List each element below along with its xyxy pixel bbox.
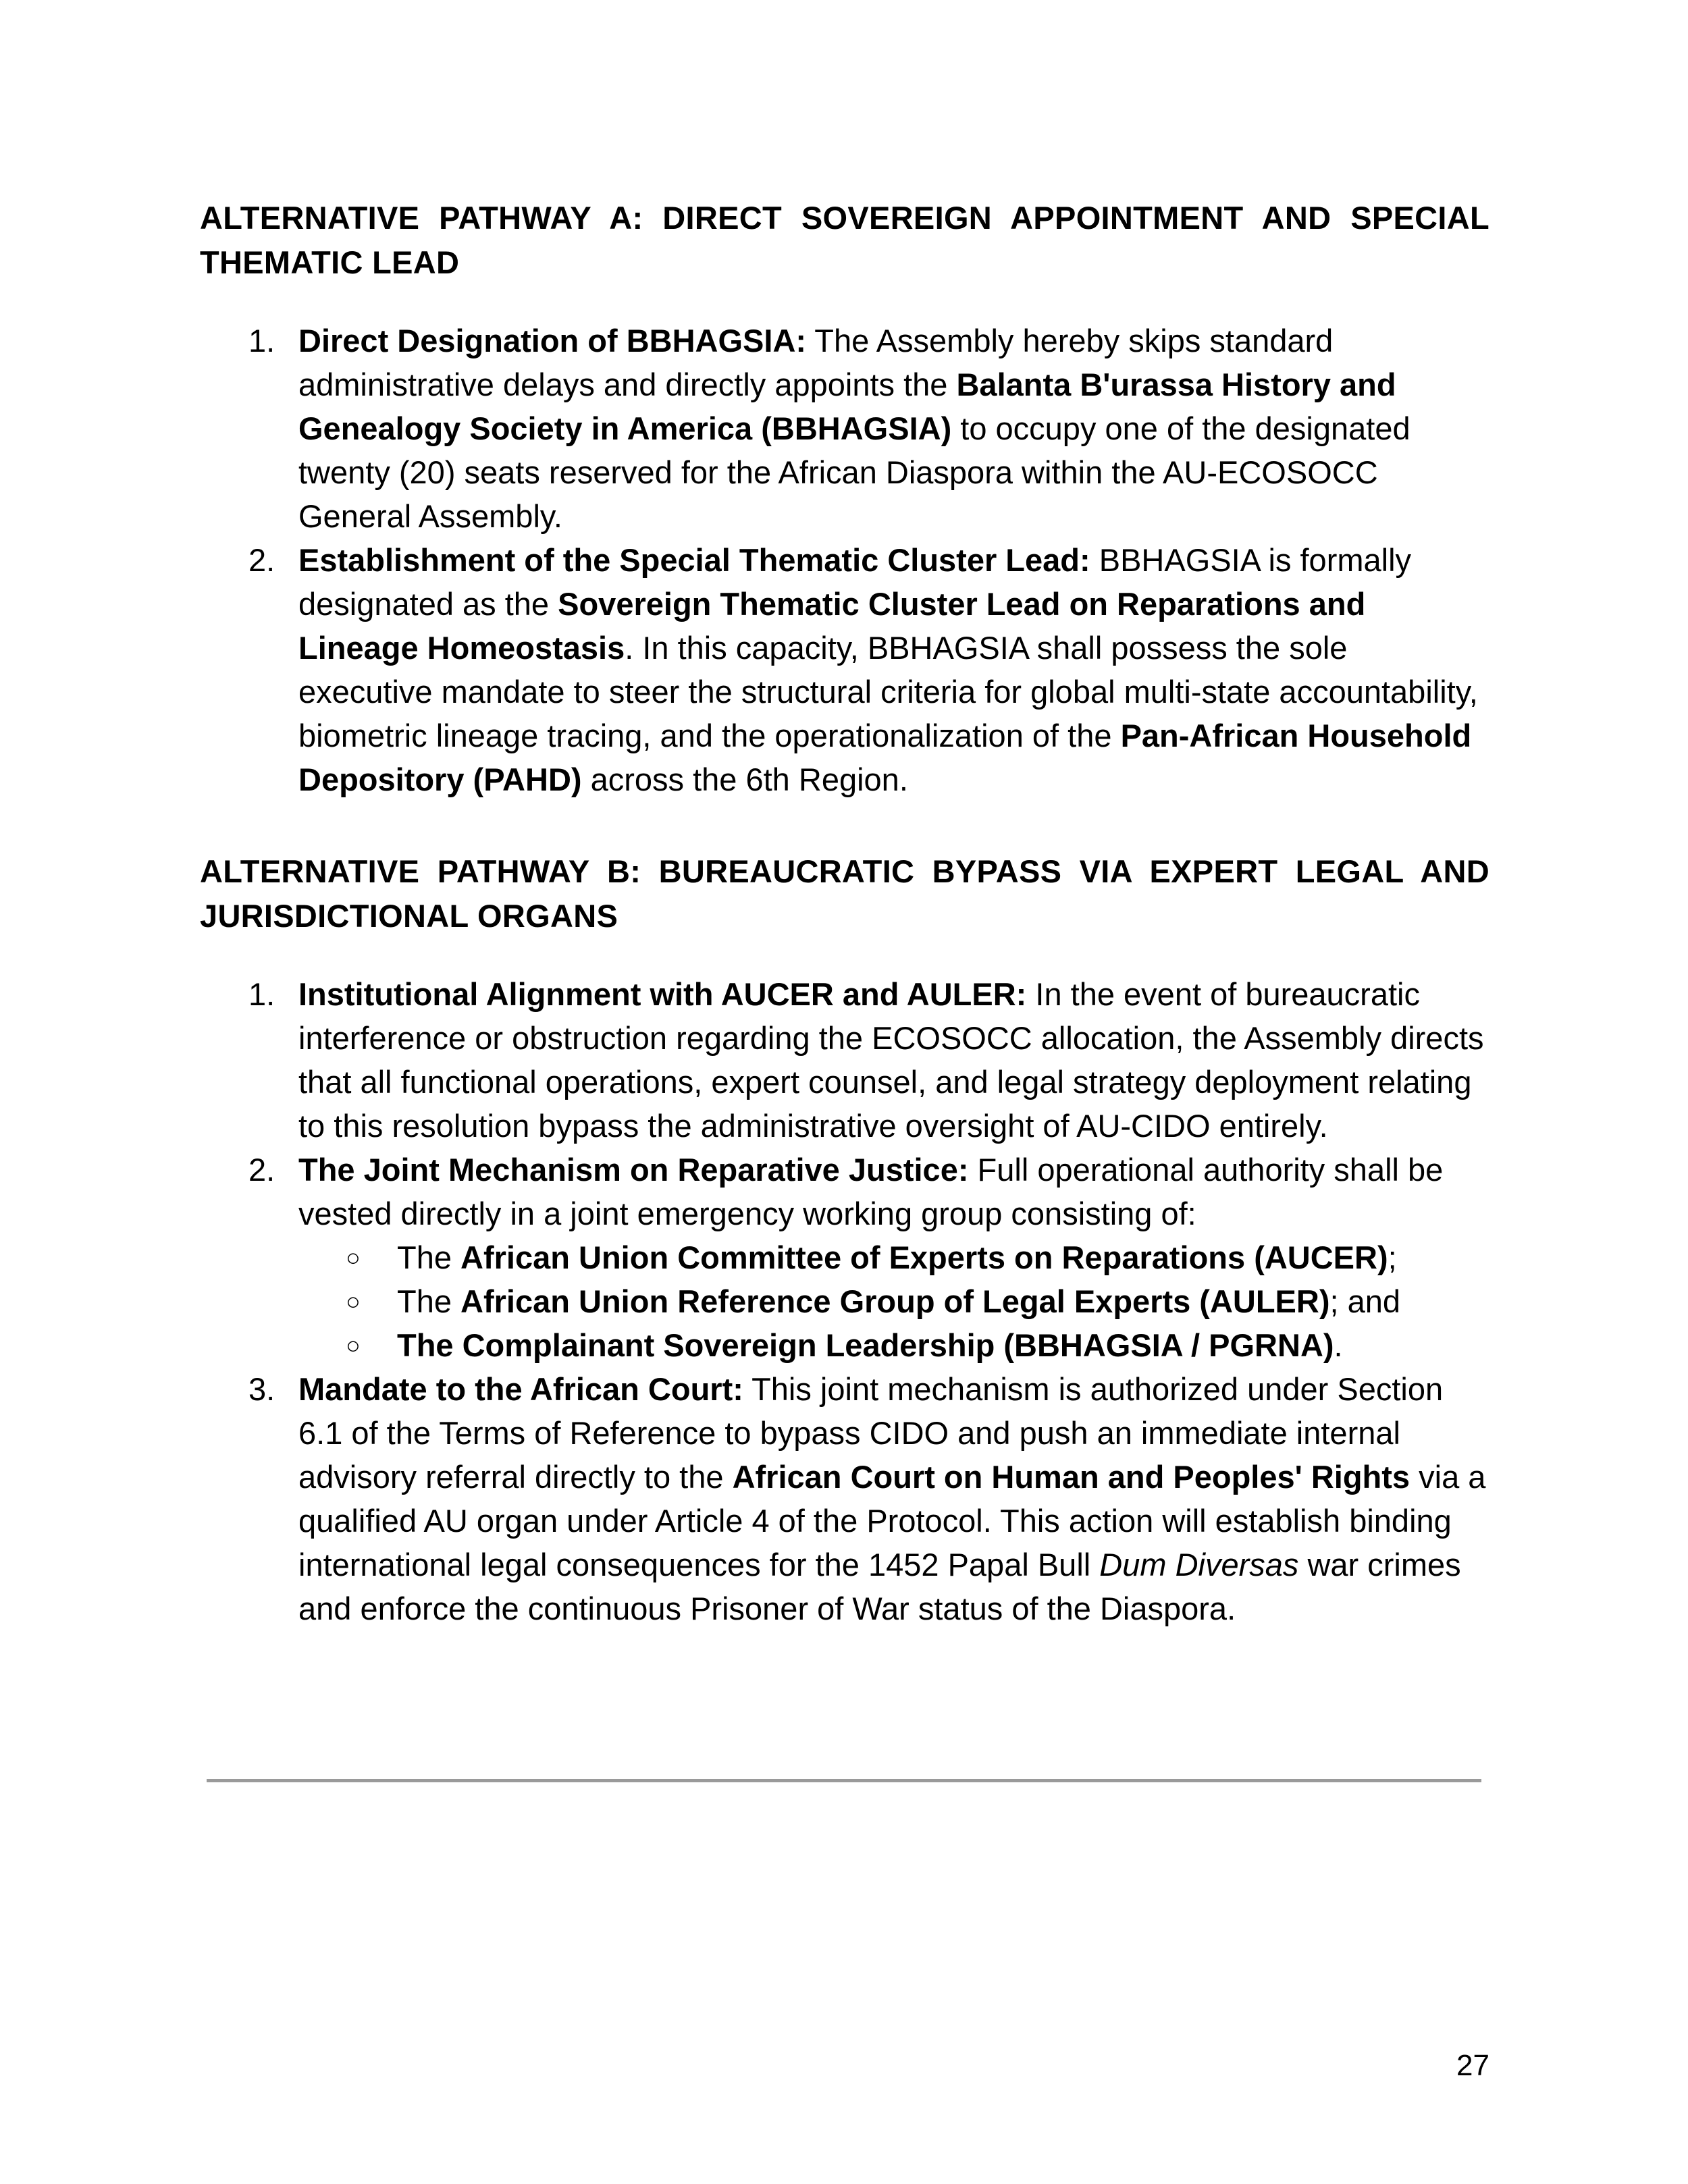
bullet-text: .	[1334, 1327, 1343, 1363]
numbered-list-pathway-b	[200, 972, 1489, 1630]
bullet-sublist	[298, 1235, 1489, 1367]
item-text: . In this capacity, BBHAGSIA shall possess the sole executive mandate to steer the structural criteria for global multi-state accountability, biometric lineage tracing, and the operationalization of the	[298, 630, 1478, 753]
item-text: to occupy one of the designated twenty (20) seats reserved for the African Diaspora within the AU-ECOSOCC General Assembly.	[298, 410, 1410, 534]
list-item	[200, 972, 1489, 1148]
item-text: BBHAGSIA is formally designated as the	[298, 542, 1412, 622]
item-text: across the 6th Region.	[581, 762, 908, 797]
item-bold-text: Balanta B'urassa History and Genealogy Society in America (BBHAGSIA)	[298, 367, 1396, 446]
bullet-text: ;	[1388, 1240, 1397, 1275]
section-heading-pathway-a: ALTERNATIVE PATHWAY A: DIRECT SOVEREIGN APPOINTMENT AND SPECIAL THEMATIC LEAD	[200, 200, 1489, 280]
list-number: 3.	[248, 1371, 275, 1407]
list-number: 2.	[248, 542, 275, 578]
item-bold-text: African Court on Human and Peoples' Rights	[732, 1459, 1410, 1495]
bullet-text: The	[397, 1283, 461, 1319]
bullet-bold-text: The Complainant Sovereign Leadership (BBHAGSIA / PGRNA)	[397, 1327, 1334, 1363]
bullet-bold-text: African Union Committee of Experts on Reparations (AUCER)	[460, 1240, 1388, 1275]
item-text: via a qualified AU organ under Article 4 of the Protocol. This action will establish binding international legal consequences for the 1452 Papal Bull	[298, 1459, 1486, 1582]
item-text: This joint mechanism is authorized under Section 6.1 of the Terms of Reference to bypass CIDO and push an immediate internal advisory referral directly to the	[298, 1371, 1444, 1495]
item-italic-text: Dum Diversas	[1099, 1547, 1299, 1582]
horizontal-divider	[207, 1779, 1481, 1782]
item-bold-text: Sovereign Thematic Cluster Lead on Reparations and Lineage Homeostasis	[298, 586, 1366, 666]
list-number: 1.	[248, 323, 275, 358]
list-number: 1.	[248, 976, 275, 1012]
bullet-text: ; and	[1329, 1283, 1401, 1319]
item-lead: Mandate to the African Court:	[298, 1371, 743, 1407]
bullet-bold-text: African Union Reference Group of Legal Experts (AULER)	[460, 1283, 1330, 1319]
list-item	[200, 319, 1489, 538]
hollow-circle-bullet-icon: ○	[346, 1244, 361, 1271]
list-item	[200, 538, 1489, 801]
item-bold-text: Pan-African Household Depository (PAHD)	[298, 718, 1472, 797]
bullet-text: The	[397, 1240, 461, 1275]
section-heading-pathway-b: ALTERNATIVE PATHWAY B: BUREAUCRATIC BYPASS VIA EXPERT LEGAL AND JURISDICTIONAL ORGANS	[200, 853, 1489, 934]
list-item	[200, 1148, 1489, 1367]
item-lead: Establishment of the Special Thematic Cluster Lead:	[298, 542, 1090, 578]
hollow-circle-bullet-icon: ○	[346, 1331, 361, 1359]
bullet-item	[298, 1279, 1489, 1323]
item-text: war crimes and enforce the continuous Prisoner of War status of the Diaspora.	[298, 1547, 1461, 1626]
item-lead: The Joint Mechanism on Reparative Justice:	[298, 1152, 969, 1188]
item-lead: Institutional Alignment with AUCER and AULER:	[298, 976, 1027, 1012]
bullet-item	[298, 1235, 1489, 1279]
bullet-item	[298, 1323, 1489, 1367]
page-number: 27	[1456, 2049, 1489, 2082]
item-text: Full operational authority shall be vested directly in a joint emergency working group consisting of:	[298, 1152, 1444, 1231]
list-item	[200, 1367, 1489, 1630]
hollow-circle-bullet-icon: ○	[346, 1287, 361, 1315]
numbered-list-pathway-a	[200, 319, 1489, 801]
list-number: 2.	[248, 1152, 275, 1188]
item-lead: Direct Designation of BBHAGSIA:	[298, 323, 807, 358]
item-text: In the event of bureaucratic interference or obstruction regarding the ECOSOCC allocation, the Assembly directs that all functional operations, expert counsel, and legal strategy deployment relating to this resolution bypass the administrative oversight of AU-CIDO entirely.	[298, 976, 1484, 1144]
item-text: The Assembly hereby skips standard administrative delays and directly appoints the	[298, 323, 1334, 402]
